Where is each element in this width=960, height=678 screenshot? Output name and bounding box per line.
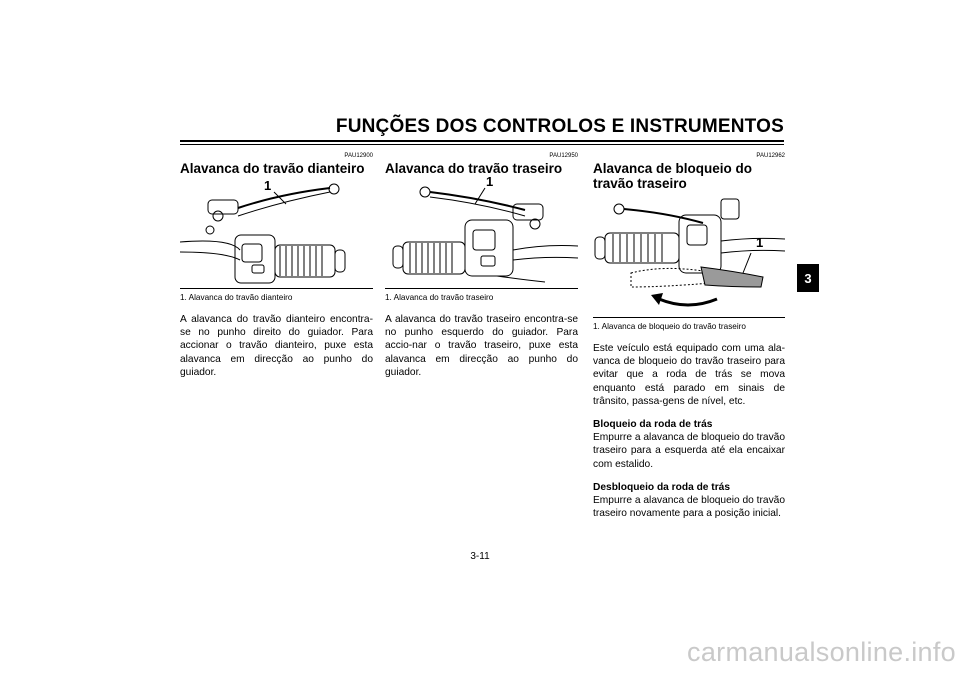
figure-caption: 1. Alavanca de bloqueio do travão traseiro: [593, 317, 785, 332]
paragraph: A alavanca do travão dianteiro encontra-se no punho direito do guiador. Para accionar o travão dianteiro, puxe esta alavanca em direcção ao punho do guiador.: [180, 314, 373, 378]
figure-callout-1: 1: [756, 235, 764, 250]
page-title: FUNÇÕES DOS CONTROLOS E INSTRUMENTOS: [335, 116, 784, 137]
page-number: 3-11: [470, 551, 490, 562]
section-heading: Alavanca do travão traseiro: [385, 161, 563, 176]
figure-callout-1: 1: [486, 174, 494, 189]
header-rule: [180, 140, 784, 142]
header-rule-thin: [180, 144, 784, 145]
paragraph-unlock: Empurre a alavanca de bloqueio do travão traseiro novamente para a posição inicial.: [593, 495, 785, 520]
front-brake-lever-illustration: [180, 180, 373, 288]
rear-brake-lever-illustration: [385, 180, 578, 288]
section-heading: Alavanca do travão dianteiro: [180, 161, 365, 176]
section-code: PAU12900: [344, 153, 373, 159]
section-rear-brake-lock: [593, 152, 785, 520]
section-front-brake: [180, 152, 373, 379]
section-code: PAU12962: [756, 153, 785, 159]
figure-caption: 1. Alavanca do travão dianteiro: [180, 288, 373, 303]
section-code: PAU12950: [549, 153, 578, 159]
subheading-lock: Bloqueio da roda de trás: [593, 419, 713, 431]
paragraph: A alavanca do travão traseiro encontra-se no punho esquerdo do guiador. Para accio-nar o travão traseiro, puxe esta alavanca em direcção ao punho do guiador.: [385, 314, 578, 378]
section-body: [385, 313, 578, 379]
brake-lock-lever-illustration: [593, 195, 785, 317]
front-brake-figure: [180, 180, 373, 288]
paragraph: Este veículo está equipado com uma ala-vanca de bloqueio do travão traseiro para evitar que a roda de trás se mova enquanto está parado em sinais de trânsito, passa-gens de nível, etc.: [593, 343, 785, 407]
figure-caption: 1. Alavanca do travão traseiro: [385, 288, 578, 303]
brake-lock-figure: [593, 195, 785, 317]
watermark: carmanualsonline.info: [687, 637, 956, 667]
rear-brake-figure: [385, 174, 578, 288]
subheading-unlock: Desbloqueio da roda de trás: [593, 481, 730, 493]
section-body: [593, 342, 785, 520]
section-body: [180, 313, 373, 379]
chapter-tab: 3: [797, 264, 819, 292]
section-rear-brake: [385, 152, 578, 379]
paragraph-lock: Empurre a alavanca de bloqueio do travão traseiro para a esquerda até ela encaixar com estalido.: [593, 432, 785, 470]
figure-callout-1: 1: [264, 178, 272, 193]
section-heading: Alavanca de bloqueio do travão traseiro: [593, 161, 753, 191]
